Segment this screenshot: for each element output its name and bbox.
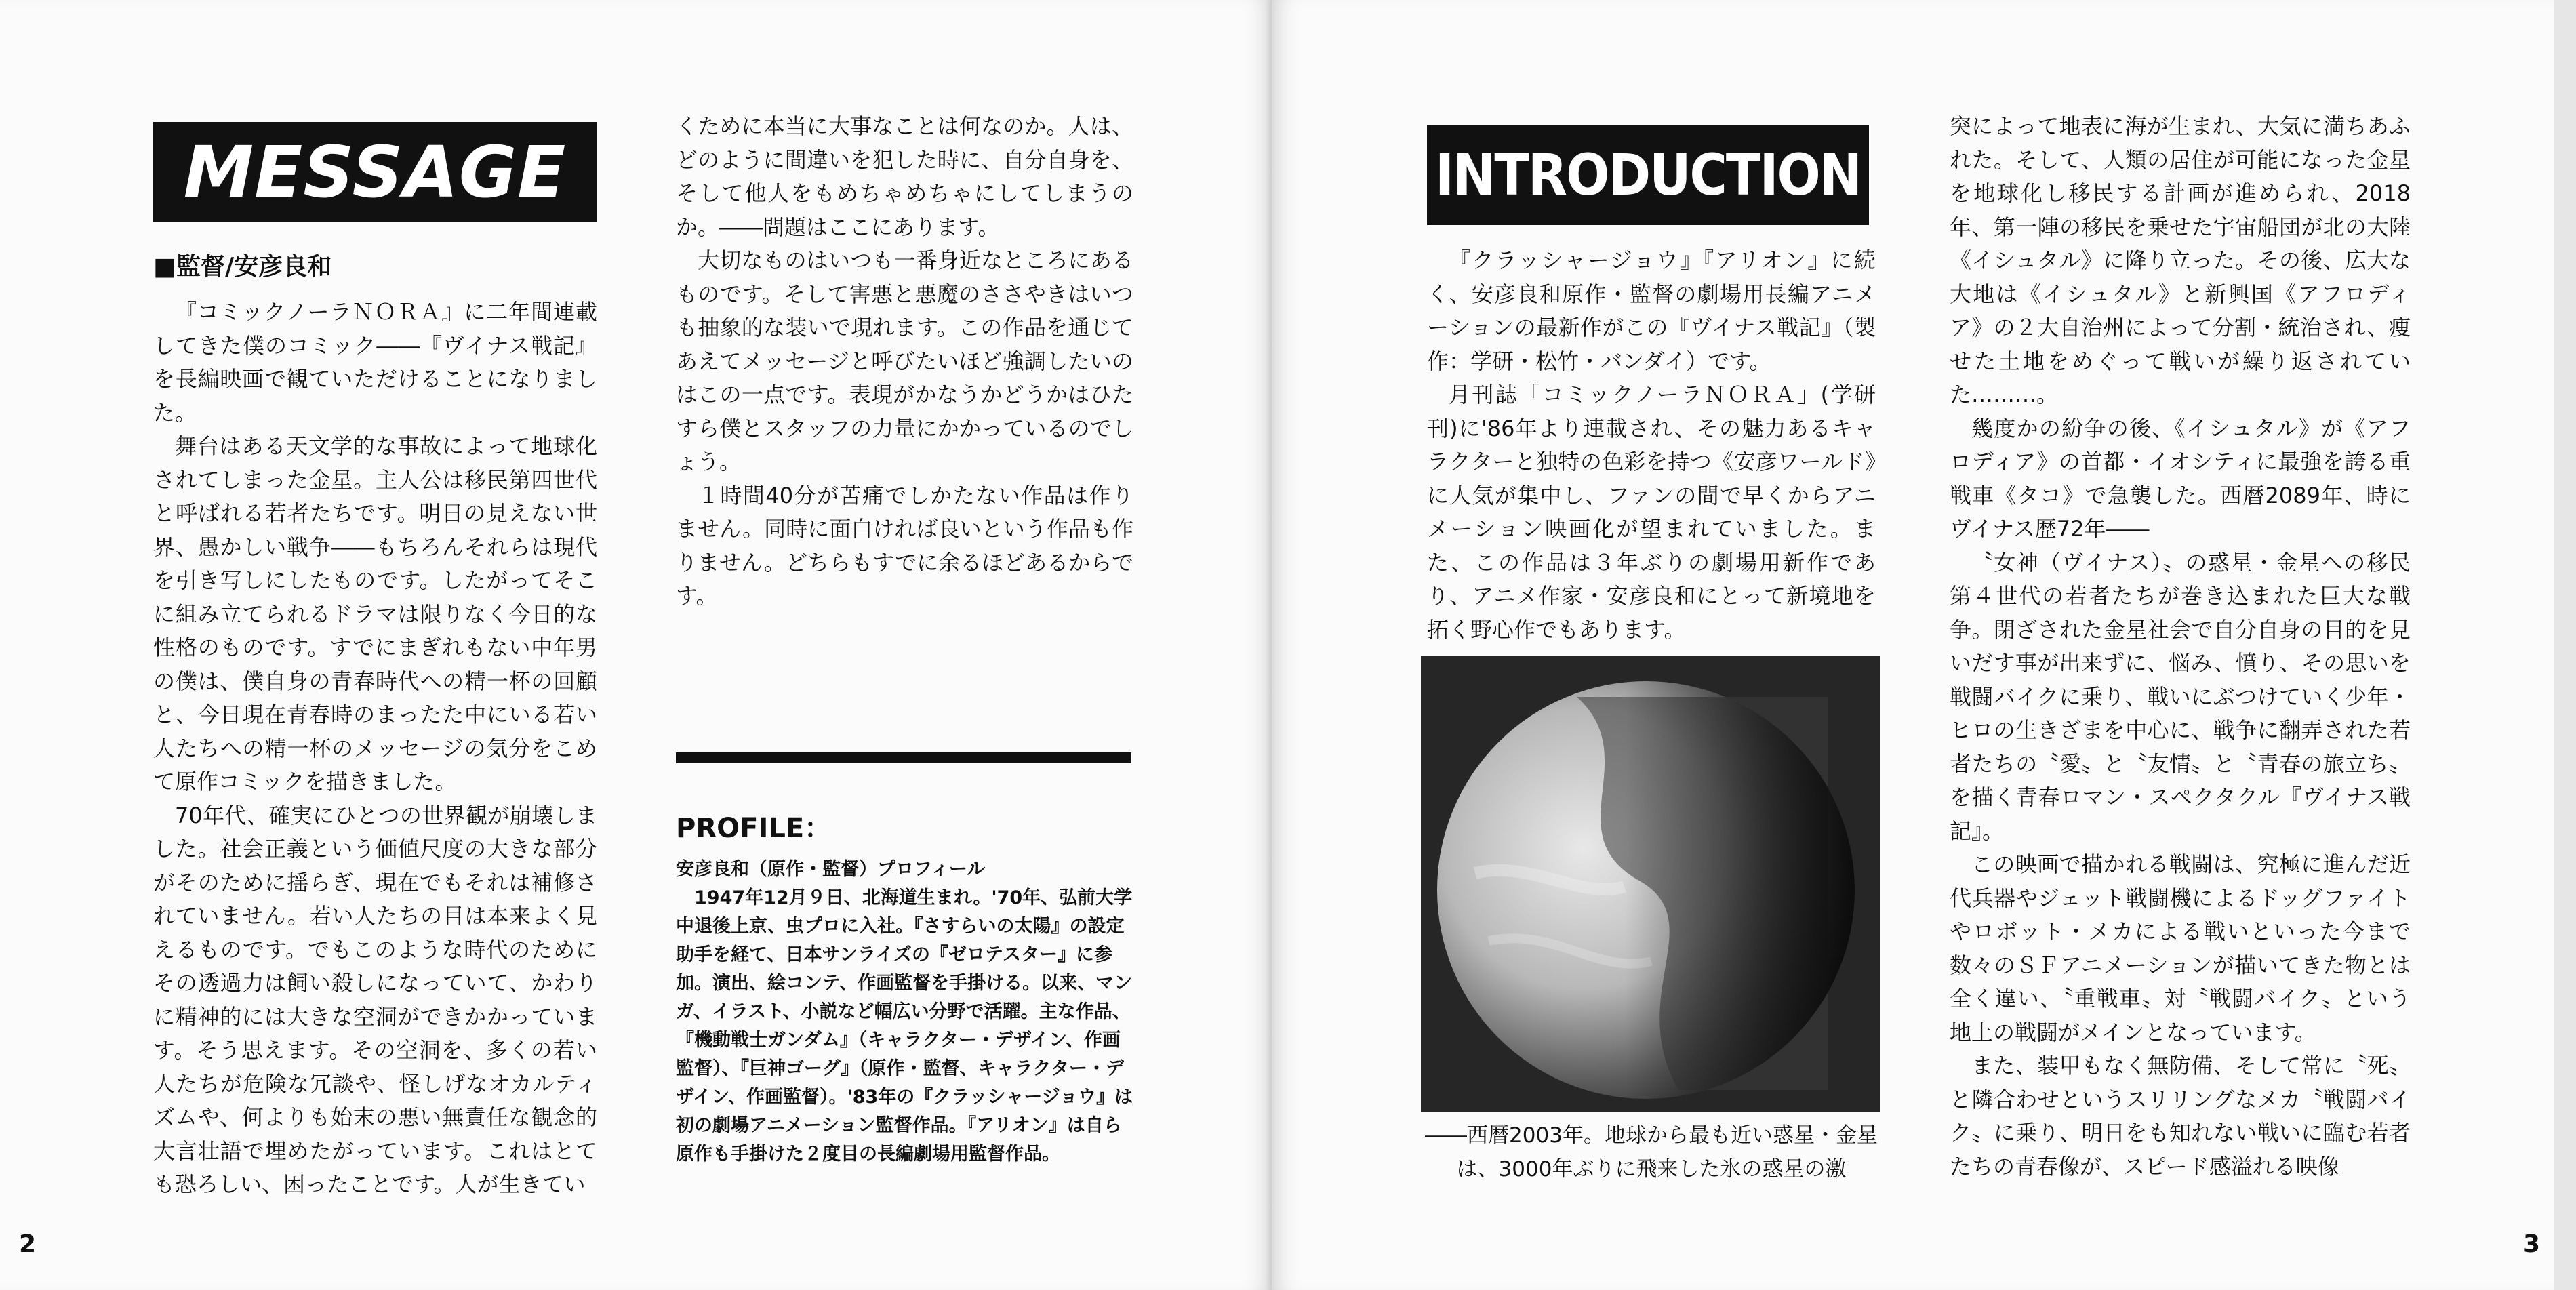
message-paragraph: 『コミックノーラＮＯＲＡ』に二年間連載してきた僕のコミック――『ヴイナス戦記』を長編映画で観ていただけることになりました。 [153, 299, 597, 426]
introduction-column-2 [1950, 110, 2411, 1184]
message-column-2 [676, 110, 1133, 613]
planet-illustration [1421, 656, 1880, 1112]
introduction-paragraph: また、装甲もなく無防備、そして常に〝死〟と隣合わせというスリリングなメカ〝戦闘バイク〟に乗り、明日をも知れない戦いに臨む若者たちの青春像が、スピード感溢れる映像 [1950, 1053, 2411, 1180]
page-number-left: 2 [19, 1230, 37, 1258]
left-page [0, 0, 1272, 1290]
photo-caption: ――西暦2003年。地球から最も近い惑星・金星は、3000年ぶりに飛来した氷の惑星の激 [1425, 1123, 1878, 1182]
introduction-paragraph: 〝女神（ヴイナス）〟の惑星・金星への移民第４世代の若者たちが巻き込まれた巨大な戦争。閉ざされた金星社会で自分自身の目的を見いだす事が出来ずに、悩み、憤り、その思いを戦闘バイクに乗り、戦いにぶつけていく少年・ヒロの生きざまを中心に、戦争に翻弄された若者たちの〝愛〟と〝友情〟と〝青春の旅立ち〟を描く青春ロマン・スペクタクル『ヴイナス戦記』。 [1950, 549, 2411, 844]
profile-title: PROFILE： [676, 813, 832, 844]
message-paragraph: 舞台はある天文学的な事故によって地球化されてしまった金星。主人公は移民第四世代と呼ばれる若者たちです。明日の見えない世界、愚かしい戦争――もちろんそれらは現代を引き写しにしたものです。したがってそこに組み立てられるドラマは限りなく今日的な性格のものです。すでにまぎれもない中年男の僕は、僕自身の青春時代への精一杯の回顧と、今日現在青春時のまったた中にいる若い人たちへの精一杯のメッセージの気分をこめて原作コミックを描きました。 [153, 433, 597, 794]
message-paragraph: 70年代、確実にひとつの世界観が崩壊しました。社会正義という価値尺度の大きな部分がそのために揺らぎ、現在でもそれは補修されていません。若い人たちの目は本来よく見えるものです。でもこのような時代のためにその透過力は飼い殺しになっていて、かわりに精神的には大きな空洞ができかかっています。そう思えます。その空洞を、多くの若い人たちが危険な冗談や、怪しげなオカルティズムや、何よりも始末の悪い無責任な観念的大言壮語で埋めたがっています。これはとても恐ろしい、困ったことです。人が生きてい [153, 802, 597, 1197]
profile-text [676, 855, 1133, 1169]
message-column-1 [153, 296, 597, 1202]
introduction-heading: INTRODUCTION [1427, 125, 1869, 225]
message-paragraph: 大切なものはいつも一番身近なところにあるものです。そして害悪と悪魔のささやきはいつも抽象的な装いで現れます。この作品を通じてあえてメッセージと呼びたいほど強調したいのはこの一点です。表現がかなうかどうかはひたすら僕とスタッフの力量にかかっているのでしょう。 [676, 247, 1133, 475]
introduction-paragraph: 幾度かの紛争の後、《イシュタル》が《アフロディア》の首都・イオシティに最強を誇る重戦車《タコ》で急襲した。西暦2089年、時にヴイナス歴72年―― [1950, 415, 2411, 542]
introduction-paragraph: 月刊誌「コミックノーラＮＯＲＡ」(学研刊)に'86年より連載され、その魅力あるキャラクターと独特の色彩を持つ《安彦ワールド》に人気が集中し、ファンの間で早くからアニメーション映画化が望まれていました。また、この作品は３年ぶりの劇場用新作であり、アニメ作家・安彦良和にとって新境地を拓く野心作でもあります。 [1427, 382, 1876, 643]
introduction-column-1 [1427, 244, 1876, 647]
right-page [1272, 0, 2576, 1290]
introduction-paragraph: 突によって地表に海が生まれ、大気に満ちあふれた。そして、人類の居住が可能になった金星を地球化し移民する計画が進められ、2018年、第一陣の移民を乗せた宇宙船団が北の大陸《イシュタル》に降り立った。その後、広大な大地は《イシュタル》と新興国《アフロディア》の２大自治州によって分割・統治され、痩せた土地をめぐって戦いが繰り返されていた………。 [1950, 113, 2411, 407]
page-edge [2554, 0, 2576, 1290]
message-heading: MESSAGE [153, 122, 597, 222]
profile-heading: 安彦良和（原作・監督）プロフィール [676, 859, 986, 880]
director-subheading: ■監督/安彦良和 [153, 253, 332, 281]
profile-divider [676, 752, 1131, 763]
introduction-paragraph: 『クラッシャージョウ』『アリオン』に続く、安彦良和原作・監督の劇場用長編アニメーションの最新作がこの『ヴイナス戦記』（製作：学研・松竹・バンダイ）です。 [1427, 247, 1876, 374]
message-paragraph: くために本当に大事なことは何なのか。人は、どのように間違いを犯した時に、自分自身を、そして他人をもめちゃめちゃにしてしまうのか。――問題はここにあります。 [676, 113, 1133, 240]
venus-planet-photo [1421, 656, 1880, 1112]
page-number-right: 3 [2523, 1230, 2541, 1258]
introduction-paragraph: この映画で描かれる戦闘は、究極に進んだ近代兵器やジェット戦闘機によるドッグファイトやロボット・メカによる戦いといった今まで数々のＳＦアニメーションが描いてきた物とは全く違い、〝重戦車〟対〝戦闘バイク〟という地上の戦闘がメインとなっています。 [1950, 851, 2411, 1045]
profile-body: 1947年12月９日、北海道生まれ。'70年、弘前大学中退後上京、虫プロに入社。『さすらいの太陽』の設定助手を経て、日本サンライズの『ゼロテスター』に参加。演出、絵コンテ、作画監督を手掛ける。以来、マンガ、イラスト、小説など幅広い分野で活躍。主な作品、『機動戦士ガンダム』（キャラクター・デザイン、作画監督）、『巨神ゴーグ』（原作・監督、キャラクター・デザイン、作画監督）。'83年の『クラッシャージョウ』は初の劇場アニメーション監督作品。『アリオン』は自ら原作も手掛けた２度目の長編劇場用監督作品。 [676, 887, 1133, 1165]
message-paragraph: １時間40分が苦痛でしかたない作品は作りません。同時に面白ければ良いという作品も作りません。どちらもすでに余るほどあるからです。 [676, 482, 1133, 609]
